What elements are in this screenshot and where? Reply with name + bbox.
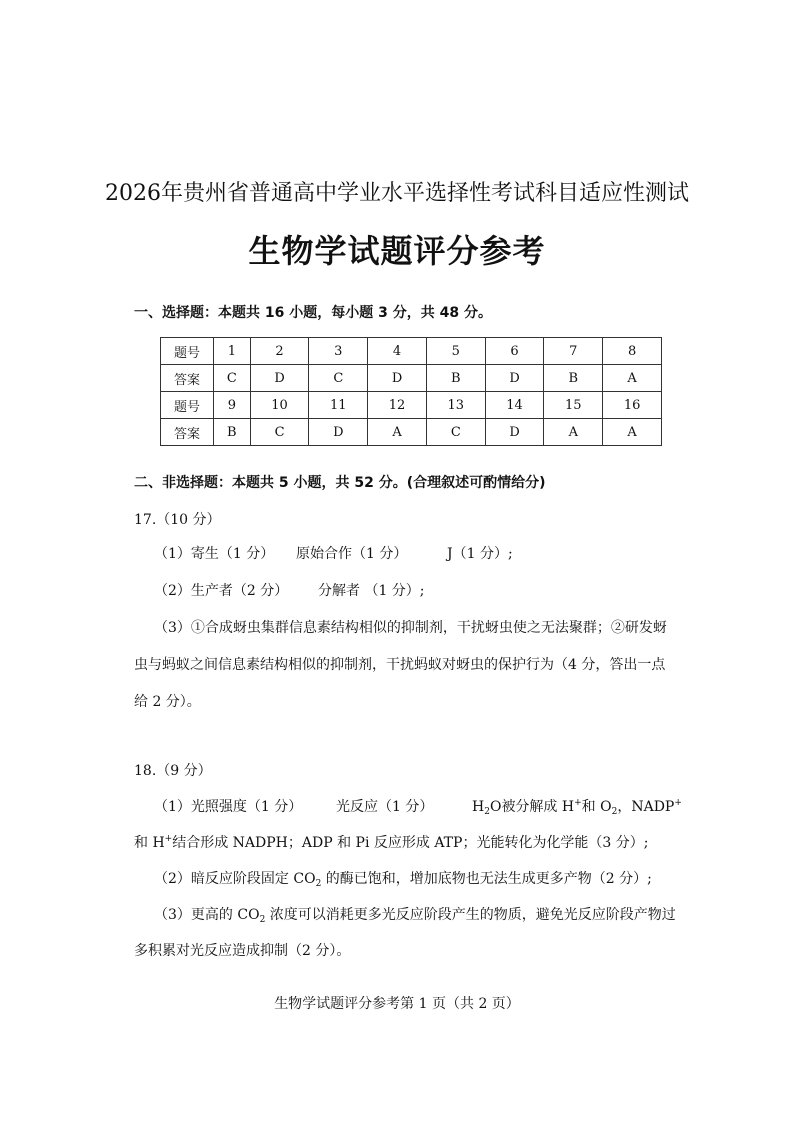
answer-table-row — [161, 419, 662, 446]
table-cell: 5 — [426, 338, 485, 365]
row-label: 答案 — [161, 365, 214, 392]
table-cell: 16 — [603, 392, 662, 419]
exam-title: 2026年贵州省普通高中学业水平选择性考试科目适应性测试 — [105, 181, 689, 206]
table-cell: 15 — [544, 392, 603, 419]
table-cell: 13 — [426, 392, 485, 419]
table-cell: D — [250, 365, 309, 392]
q18-part2: （2）暗反应阶段固定 $CO_2$ 的酶已饱和，增加底物也无法生成更多产物（2 分）; — [154, 871, 652, 889]
table-cell: 2 — [250, 338, 309, 365]
table-cell: 12 — [368, 392, 427, 419]
page-footer: 生物学试题评分参考第 1 页（共 2 页） — [274, 996, 520, 1012]
q17-part1-b: 原始合作（1 分） — [296, 546, 408, 562]
q18-part1-formula: $H_2O$被分解成 H+和 $O_2$，NADP+ — [472, 798, 682, 817]
row-label: 题号 — [161, 392, 214, 419]
table-cell: B — [426, 365, 485, 392]
table-cell: D — [485, 419, 544, 446]
table-cell: D — [485, 365, 544, 392]
answer-table-row — [161, 392, 662, 419]
q17-part2-b: 分解者 （1 分）; — [318, 583, 425, 599]
table-cell: C — [250, 419, 309, 446]
table-cell: 11 — [309, 392, 368, 419]
table-cell: 7 — [544, 338, 603, 365]
q17-part2-a: （2）生产者（2 分） — [154, 583, 289, 599]
table-cell: 8 — [603, 338, 662, 365]
answer-table-row — [161, 365, 662, 392]
table-cell: A — [544, 419, 603, 446]
table-cell: 3 — [309, 338, 368, 365]
table-cell: 10 — [250, 392, 309, 419]
table-cell: B — [544, 365, 603, 392]
q17-part3-line1: （3）①合成蚜虫集群信息素结构相似的抑制剂，干扰蚜虫使之无法聚群；②研发蚜 — [154, 620, 667, 636]
q18-title: 18.（9 分） — [134, 763, 212, 779]
q18-part3-line1: （3）更高的 $CO_2$ 浓度可以消耗更多光反应阶段产生的物质，避免光反应阶段产物过 — [154, 907, 676, 925]
q18-part1-b: 光反应（1 分） — [336, 799, 434, 815]
table-cell: 4 — [368, 338, 427, 365]
table-cell: C — [309, 365, 368, 392]
q17-part3-line3: 给 2 分）。 — [134, 694, 201, 710]
q17-part1-a: （1）寄生（1 分） — [154, 546, 275, 562]
section2-heading: 二、非选择题：本题共 5 小题，共 52 分。(合理叙述可酌情给分) — [134, 475, 546, 491]
answer-table-row — [161, 338, 662, 365]
table-cell: D — [309, 419, 368, 446]
section1-heading: 一、选择题：本题共 16 小题，每小题 3 分，共 48 分。 — [134, 305, 492, 321]
table-cell: 1 — [214, 338, 251, 365]
table-cell: 14 — [485, 392, 544, 419]
table-cell: 9 — [214, 392, 251, 419]
table-cell: C — [426, 419, 485, 446]
table-cell: A — [603, 365, 662, 392]
q18-part1-a: （1）光照强度（1 分） — [154, 799, 303, 815]
q18-part1-line2: 和 H+结合形成 NADPH；ADP 和 Pi 反应形成 ATP；光能转化为化学能（3 分）; — [134, 834, 649, 851]
table-cell: 6 — [485, 338, 544, 365]
table-cell: D — [368, 365, 427, 392]
q17-part3-line2: 虫与蚂蚁之间信息素结构相似的抑制剂，干扰蚂蚁对蚜虫的保护行为（4 分，答出一点 — [134, 657, 666, 673]
table-cell: C — [214, 365, 251, 392]
table-cell: A — [603, 419, 662, 446]
document-title: 生物学试题评分参考 — [248, 232, 546, 270]
row-label: 题号 — [161, 338, 214, 365]
table-cell: A — [368, 419, 427, 446]
q17-title: 17.（10 分） — [134, 512, 221, 528]
q18-part3-line2: 多积累对光反应造成抑制（2 分）。 — [134, 943, 351, 959]
table-cell: B — [214, 419, 251, 446]
q17-part1-c: J（1 分）; — [447, 546, 513, 562]
answer-table — [160, 337, 662, 446]
row-label: 答案 — [161, 419, 214, 446]
